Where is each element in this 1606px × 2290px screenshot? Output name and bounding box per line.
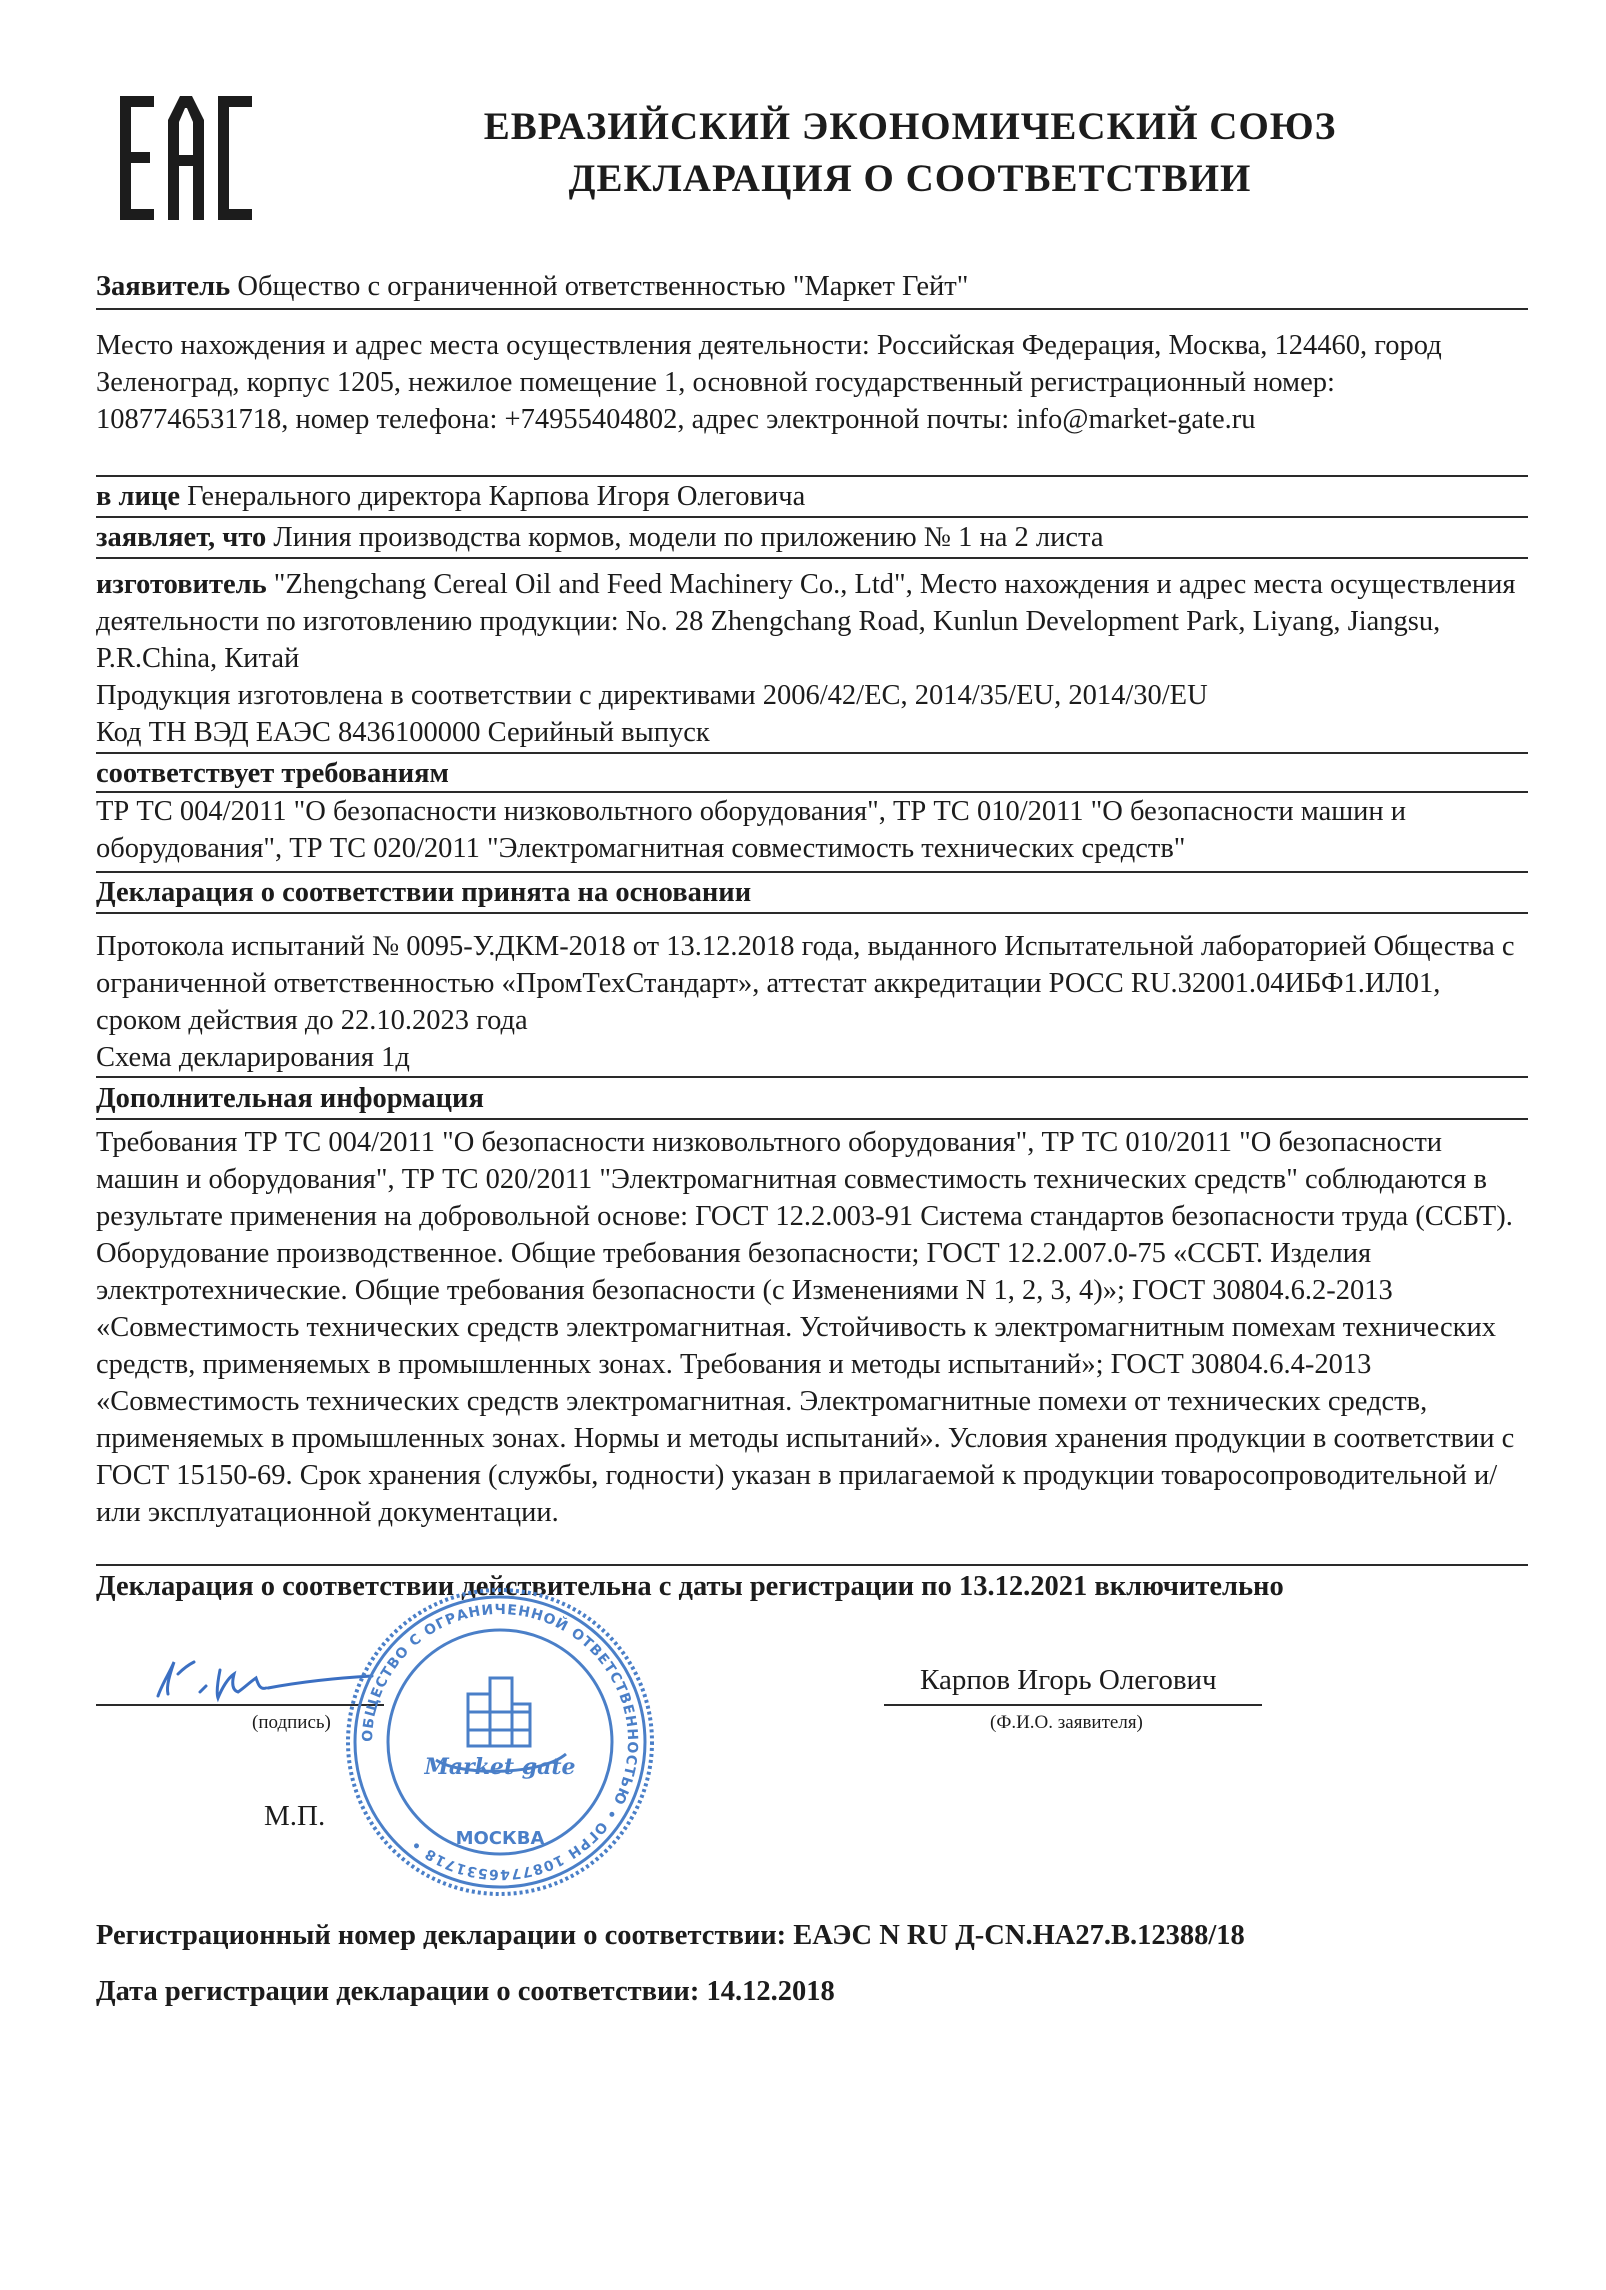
name-line — [884, 1704, 1262, 1706]
document-title: ДЕКЛАРАЦИЯ О СООТВЕТСТВИИ — [568, 157, 1252, 200]
union-title: ЕВРАЗИЙСКИЙ ЭКОНОМИЧЕСКИЙ СОЮЗ — [483, 105, 1337, 148]
requirements-row — [96, 793, 1528, 873]
stamp-brand: Market gate — [424, 1754, 576, 1780]
declares-value: Линия производства кормов, модели по приложению № 1 на 2 листа — [273, 522, 1104, 553]
stamp-ring-text: ОБЩЕСТВО С ОГРАНИЧЕННОЙ ОТВЕТСТВЕННОСТЬЮ • ОГРН 1087746531718 • — [359, 1601, 641, 1883]
applicant-label: Заявитель — [96, 271, 231, 302]
representative-label: в лице — [96, 481, 180, 512]
representative-value: Генерального директора Карпова Игоря Олеговича — [187, 481, 806, 512]
basis-row — [96, 928, 1528, 1078]
requirements-text: ТР ТС 004/2011 "О безопасности низковольтного оборудования", ТР ТС 010/2011 "О безопасности машин и оборудования", ТР ТС 020/2011 "Электромагнитная совместимость технических средств" — [96, 796, 1407, 864]
stamp-city: МОСКВА — [455, 1828, 545, 1849]
directives-text: Продукция изготовлена в соответствии с директивами 2006/42/EC, 2014/35/EU, 2014/30/EU — [96, 680, 1208, 711]
address-row — [96, 327, 1528, 477]
additional-row — [96, 1124, 1528, 1566]
tn-ved-code: Код ТН ВЭД ЕАЭС 8436100000 Серийный выпуск — [96, 717, 710, 748]
applicant-value: Общество с ограниченной ответственностью "Маркет Гейт" — [237, 271, 969, 302]
signature-caption: (подпись) — [252, 1712, 331, 1733]
representative-row — [96, 478, 1528, 518]
declares-label: заявляет, что — [96, 522, 267, 553]
validity-text: Декларация о соответствии действительна с даты регистрации по 13.12.2021 включительно — [96, 1571, 1284, 1602]
additional-heading-row — [96, 1080, 1528, 1120]
registration-number: Регистрационный номер декларации о соответствии: ЕАЭС N RU Д-CN.НА27.В.12388/18 — [96, 1920, 1245, 1951]
additional-label: Дополнительная информация — [96, 1083, 484, 1114]
address-text: Место нахождения и адрес места осуществления деятельности: Российская Федерация, Москва, 124460, город Зеленоград, корпус 1205, нежилое помещение 1, основной государственный регистрационный номер: 1087746531718, номер телефона: +74955404802, адрес электронной почты: info@market-gate.ru — [96, 330, 1442, 435]
signer-name: Карпов Игорь Олегович — [920, 1664, 1217, 1696]
eac-logo — [120, 96, 252, 220]
manufacturer-row — [96, 566, 1528, 754]
manufacturer-value: "Zhengchang Cereal Oil and Feed Machinery Co., Ltd", Место нахождения и адрес места осуществления деятельности по изготовлению продукции: No. 28 Zhengchang Road, Kunlun Development Park, Liyang, Jiangsu, P.R.China, Китай — [96, 569, 1516, 674]
registration-date: Дата регистрации декларации о соответствии: 14.12.2018 — [96, 1976, 835, 2007]
additional-text: Требования ТР ТС 004/2011 "О безопасности низковольтного оборудования", ТР ТС 010/2011 "О безопасности машин и оборудования", ТР ТС 020/2011 "Электромагнитная совместимость технических средств" соблюдаются в результате применения на добровольной основе: ГОСТ 12.2.003-91 Система стандартов безопасности труда (ССБТ). Оборудование производственное. Общие требования безопасности; ГОСТ 12.2.007.0-75 «ССБТ. Изделия электротехнические. Общие требования безопасности (с Изменениями N 1, 2, 3, 4)»; ГОСТ 30804.6.2-2013 «Совместимость технических средств электромагнитная. Устойчивость к электромагнитным помехам технических средств, применяемых в промышленных зонах. Требования и методы испытаний»; ГОСТ 30804.6.4-2013 «Совместимость технических средств электромагнитная. Электромагнитные помехи от технических средств, применяемых в промышленных зонах. Нормы и методы испытаний». Условия хранения продукции в соответствии с ГОСТ 15150-69. Срок хранения (службы, годности) указан в прилагаемой к продукции товаросопроводительной и/или эксплуатационной документации. — [96, 1127, 1515, 1528]
manufacturer-label: изготовитель — [96, 569, 267, 600]
applicant-row — [96, 268, 1528, 310]
requirements-heading-row — [96, 755, 1528, 793]
company-stamp — [340, 1582, 660, 1902]
validity-row — [96, 1568, 1528, 1606]
declaration-scheme: Схема декларирования 1д — [96, 1042, 410, 1073]
basis-text: Протокола испытаний № 0095-У.ДКМ-2018 от 13.12.2018 года, выданного Испытательной лабораторией Общества с ограниченной ответственностью «ПромТехСтандарт», аттестат аккредитации РОСС RU.32001.04ИБФ1.ИЛ01, сроком действия до 22.10.2023 года — [96, 931, 1515, 1036]
basis-heading-row — [96, 874, 1528, 914]
requirements-label: соответствует требованиям — [96, 758, 449, 789]
basis-label: Декларация о соответствии принята на основании — [96, 877, 752, 908]
declares-row — [96, 519, 1528, 559]
seal-place-label: М.П. — [264, 1800, 326, 1832]
name-caption: (Ф.И.О. заявителя) — [990, 1712, 1143, 1733]
